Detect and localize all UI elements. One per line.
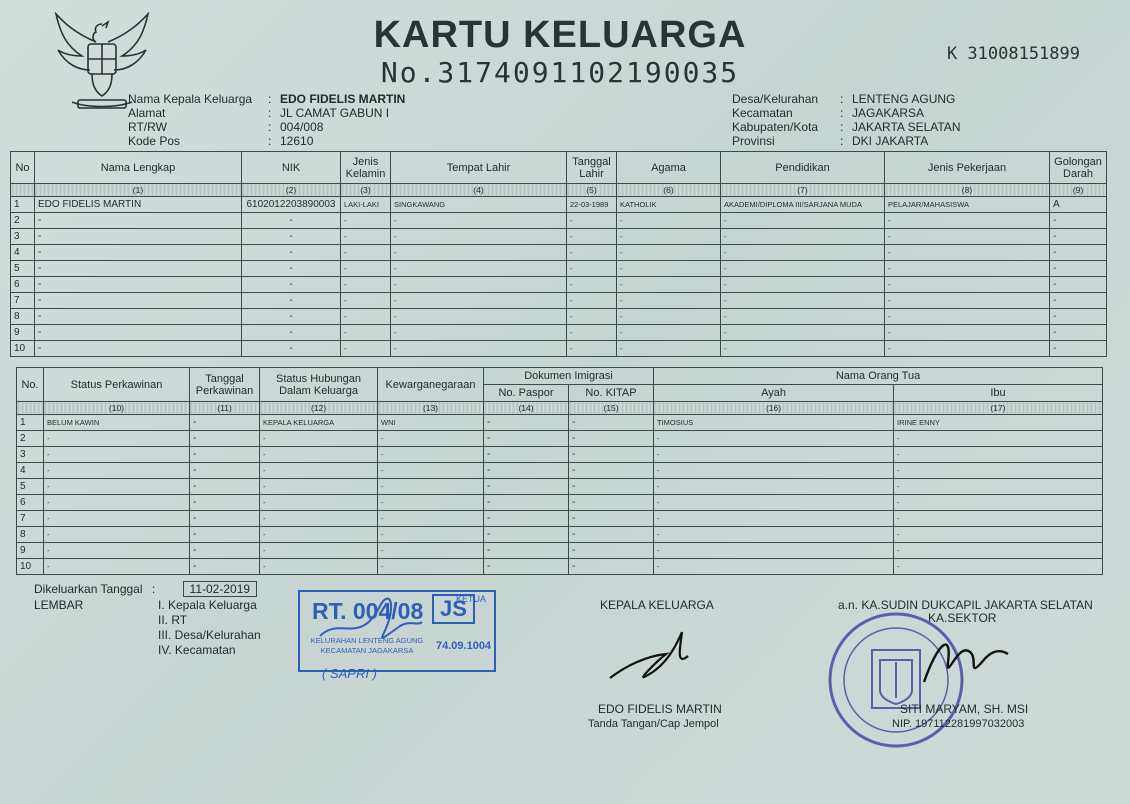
table-cell: - <box>242 213 341 229</box>
table-cell: - <box>378 527 484 543</box>
table-cell: - <box>654 479 894 495</box>
table-cell: - <box>44 495 190 511</box>
rt-stamp <box>298 590 496 672</box>
table-cell: - <box>1050 213 1107 229</box>
table-cell: 6 <box>11 277 35 293</box>
table-cell: 5 <box>11 261 35 277</box>
col-header: Dokumen Imigrasi <box>484 368 654 385</box>
table-cell: SINGKAWANG <box>391 197 567 213</box>
table-cell: - <box>484 559 569 575</box>
col-header: Status Hubungan Dalam Keluarga <box>260 368 378 402</box>
table-cell: - <box>721 277 885 293</box>
table-row <box>11 245 1107 261</box>
table-cell: - <box>721 309 885 325</box>
table-cell: - <box>617 293 721 309</box>
col-header: Tempat Lahir <box>391 152 567 184</box>
table-cell: - <box>567 341 617 357</box>
family-members-table <box>10 151 1107 357</box>
table-cell: WNI <box>378 415 484 431</box>
table-cell: 9 <box>17 543 44 559</box>
table-cell: - <box>654 543 894 559</box>
table-cell: 7 <box>11 293 35 309</box>
stamp-signer-name: ( SAPRI ) <box>322 666 377 681</box>
table-row <box>17 431 1103 447</box>
table-cell: - <box>35 261 242 277</box>
table-cell: - <box>617 309 721 325</box>
table-row <box>17 479 1103 495</box>
table-cell: - <box>341 229 391 245</box>
official-sub: KA.SEKTOR <box>928 611 997 625</box>
table-cell: - <box>260 511 378 527</box>
table-row <box>11 293 1107 309</box>
issued-label: Dikeluarkan Tanggal <box>34 582 143 596</box>
table-row <box>11 341 1107 357</box>
table-cell: - <box>391 213 567 229</box>
table-cell: TIMOSIUS <box>654 415 894 431</box>
table-cell: 10 <box>11 341 35 357</box>
table-cell: - <box>885 277 1050 293</box>
official-nip: NIP. 197112281997032003 <box>892 718 1025 730</box>
stamp-kelurahan: KELURAHAN LENTENG AGUNG KECAMATAN JAGAKARSA <box>310 636 424 655</box>
table-cell: - <box>260 559 378 575</box>
table-row <box>11 229 1107 245</box>
col-header: Ibu <box>894 385 1103 402</box>
table-cell: - <box>617 213 721 229</box>
table-cell: - <box>569 447 654 463</box>
col-header: Agama <box>617 152 721 184</box>
official-title: a.n. KA.SUDIN DUKCAPIL JAKARTA SELATAN <box>838 598 1093 612</box>
table-cell: - <box>242 229 341 245</box>
table-cell: - <box>242 325 341 341</box>
table-cell: 2 <box>11 213 35 229</box>
table-cell: - <box>35 309 242 325</box>
table-cell: - <box>378 479 484 495</box>
lembar-list <box>158 598 261 658</box>
table-cell: - <box>484 511 569 527</box>
table-cell: - <box>242 245 341 261</box>
table-cell: - <box>569 431 654 447</box>
table-cell: - <box>35 213 242 229</box>
table-cell: - <box>190 431 260 447</box>
table-cell: - <box>44 511 190 527</box>
info-row: Alamat : JL CAMAT GABUN I <box>128 106 390 120</box>
table-cell: - <box>654 495 894 511</box>
table-cell: - <box>35 325 242 341</box>
column-number-row: (10) (11) (12) (13) (14) (15) (16) (17) <box>17 402 1103 415</box>
kk-signature-icon <box>606 626 696 688</box>
lembar-label: LEMBAR <box>34 598 84 612</box>
table-cell: - <box>1050 277 1107 293</box>
table-cell: - <box>260 495 378 511</box>
table-cell: - <box>1050 245 1107 261</box>
table-cell: - <box>341 213 391 229</box>
table-cell: - <box>569 527 654 543</box>
table-row <box>17 511 1103 527</box>
table-row <box>11 277 1107 293</box>
table-cell: - <box>885 325 1050 341</box>
table-cell: - <box>567 293 617 309</box>
table-cell: - <box>44 527 190 543</box>
table-row <box>17 527 1103 543</box>
table-row <box>17 495 1103 511</box>
table-cell: - <box>569 463 654 479</box>
table-cell: - <box>190 463 260 479</box>
table-row <box>17 543 1103 559</box>
table-cell: EDO FIDELIS MARTIN <box>35 197 242 213</box>
col-header: Tanggal Perkawinan <box>190 368 260 402</box>
table-cell: - <box>391 245 567 261</box>
table-cell: - <box>721 325 885 341</box>
table-cell: - <box>721 341 885 357</box>
table-cell: - <box>44 543 190 559</box>
table-cell: - <box>190 479 260 495</box>
table-cell: - <box>885 293 1050 309</box>
table-cell: 22-03-1989 <box>567 197 617 213</box>
table-cell: - <box>1050 325 1107 341</box>
rt-signature-icon <box>310 586 430 666</box>
table-cell: 6102012203890003 <box>242 197 341 213</box>
table-cell: - <box>35 229 242 245</box>
table-cell: - <box>242 309 341 325</box>
col-header: Jenis Kelamin <box>341 152 391 184</box>
info-row: Desa/Kelurahan : LENTENG AGUNG <box>732 92 956 106</box>
table-cell: - <box>567 325 617 341</box>
table-cell: 2 <box>17 431 44 447</box>
info-row: Kabupaten/Kota : JAKARTA SELATAN <box>732 120 961 134</box>
table-cell: - <box>654 527 894 543</box>
table-cell: - <box>894 447 1103 463</box>
lembar-item: IV. Kecamatan <box>158 643 236 657</box>
table-cell: - <box>341 261 391 277</box>
table-cell: - <box>378 495 484 511</box>
table-cell: - <box>260 463 378 479</box>
table-cell: A <box>1050 197 1107 213</box>
table-cell: - <box>885 309 1050 325</box>
table-cell: - <box>341 245 391 261</box>
table-cell: - <box>484 527 569 543</box>
table-cell: - <box>341 293 391 309</box>
table-cell: 3 <box>17 447 44 463</box>
col-header: No. <box>17 368 44 402</box>
table-cell: PELAJAR/MAHASISWA <box>885 197 1050 213</box>
table-cell: - <box>617 341 721 357</box>
table-cell: - <box>1050 261 1107 277</box>
col-header: No <box>11 152 35 184</box>
table-header-row <box>11 152 1107 184</box>
header-info-left <box>128 92 405 148</box>
table-cell: LAKI-LAKI <box>341 197 391 213</box>
table-cell: - <box>894 463 1103 479</box>
table-header-row <box>17 368 1103 385</box>
table-cell: - <box>190 527 260 543</box>
table-cell: - <box>885 213 1050 229</box>
table-cell: - <box>885 261 1050 277</box>
table-cell: - <box>617 277 721 293</box>
table-cell: 5 <box>17 479 44 495</box>
table-cell: - <box>567 213 617 229</box>
issued-date: 11-02-2019 <box>183 581 258 597</box>
table-cell: - <box>378 447 484 463</box>
table-cell: - <box>654 431 894 447</box>
table-cell: - <box>721 229 885 245</box>
table-cell: - <box>44 559 190 575</box>
table-cell: 8 <box>17 527 44 543</box>
table-cell: - <box>242 293 341 309</box>
table-cell: - <box>341 309 391 325</box>
table-cell: IRINE ENNY <box>894 415 1103 431</box>
table-cell: - <box>260 431 378 447</box>
table-cell: - <box>654 447 894 463</box>
table-cell: BELUM KAWIN <box>44 415 190 431</box>
table-cell: - <box>617 245 721 261</box>
table-cell: - <box>617 261 721 277</box>
table-cell: - <box>378 463 484 479</box>
table-cell: - <box>190 415 260 431</box>
table-row <box>11 325 1107 341</box>
table-cell: - <box>341 341 391 357</box>
table-cell: KATHOLIK <box>617 197 721 213</box>
table-cell: - <box>617 229 721 245</box>
table-cell: - <box>569 415 654 431</box>
table-cell: - <box>260 527 378 543</box>
lembar-item: I. Kepala Keluarga <box>158 598 257 612</box>
table-cell: - <box>569 511 654 527</box>
table-cell: - <box>567 261 617 277</box>
table-cell: - <box>569 495 654 511</box>
table-cell: - <box>44 463 190 479</box>
table-cell: - <box>44 431 190 447</box>
table-cell: - <box>35 245 242 261</box>
table-cell: - <box>894 559 1103 575</box>
info-row: RT/RW : 004/008 <box>128 120 324 134</box>
table-cell: - <box>242 261 341 277</box>
table-cell: 6 <box>17 495 44 511</box>
table-cell: - <box>569 559 654 575</box>
table-cell: - <box>260 543 378 559</box>
col-header: Status Perkawinan <box>44 368 190 402</box>
table-row <box>17 559 1103 575</box>
lembar-item: III. Desa/Kelurahan <box>158 628 261 642</box>
official-signature-icon <box>918 622 1014 696</box>
table-cell: - <box>35 341 242 357</box>
table-cell: - <box>567 229 617 245</box>
col-header: Nama Lengkap <box>35 152 242 184</box>
table-cell: - <box>721 213 885 229</box>
table-cell: 1 <box>11 197 35 213</box>
info-row: Kode Pos : 12610 <box>128 134 314 148</box>
col-header: Tanggal Lahir <box>567 152 617 184</box>
table-cell: - <box>569 543 654 559</box>
table-row <box>11 261 1107 277</box>
table-cell: - <box>190 543 260 559</box>
table-cell: - <box>260 447 378 463</box>
table-row <box>17 447 1103 463</box>
table-cell: - <box>654 559 894 575</box>
table-cell: - <box>391 293 567 309</box>
table-cell: 3 <box>11 229 35 245</box>
table-cell: - <box>391 277 567 293</box>
table-cell: - <box>721 245 885 261</box>
col-header: No. Paspor <box>484 385 569 402</box>
table-cell: 4 <box>11 245 35 261</box>
table-cell: - <box>190 559 260 575</box>
col-header: Ayah <box>654 385 894 402</box>
table-cell: 4 <box>17 463 44 479</box>
table-cell: - <box>378 511 484 527</box>
table-cell: - <box>721 261 885 277</box>
col-header: No. KITAP <box>569 385 654 402</box>
table-cell: - <box>378 543 484 559</box>
table-cell: - <box>484 479 569 495</box>
table-cell: - <box>378 431 484 447</box>
col-header: Nama Orang Tua <box>654 368 1103 385</box>
info-row: Kecamatan : JAGAKARSA <box>732 106 925 120</box>
table-cell: - <box>894 511 1103 527</box>
table-cell: - <box>1050 293 1107 309</box>
table-row <box>11 197 1107 213</box>
table-cell: - <box>484 543 569 559</box>
table-cell: - <box>484 415 569 431</box>
table-cell: - <box>391 341 567 357</box>
table-cell: - <box>35 277 242 293</box>
table-cell: - <box>885 341 1050 357</box>
stamp-code: JS <box>432 594 475 624</box>
info-row: Provinsi : DKI JAKARTA <box>732 134 929 148</box>
stamp-rt-text: RT. 004/08 <box>312 598 424 624</box>
table-cell: - <box>341 277 391 293</box>
table-cell: - <box>567 277 617 293</box>
official-name: SITI MARYAM, SH. MSI <box>900 702 1029 716</box>
table-cell: - <box>484 447 569 463</box>
family-status-table <box>16 367 1103 575</box>
table-cell: - <box>391 325 567 341</box>
table-cell: - <box>35 293 242 309</box>
table-cell: 7 <box>17 511 44 527</box>
table-cell: - <box>484 463 569 479</box>
table-cell: - <box>567 245 617 261</box>
table-cell: - <box>190 495 260 511</box>
table-cell: - <box>654 511 894 527</box>
col-header: Pendidikan <box>721 152 885 184</box>
table-cell: - <box>190 511 260 527</box>
table-cell: - <box>894 431 1103 447</box>
table-cell: - <box>260 479 378 495</box>
table-cell: - <box>885 245 1050 261</box>
table-cell: - <box>242 277 341 293</box>
table-cell: - <box>341 325 391 341</box>
table-cell: - <box>391 309 567 325</box>
table-cell: - <box>894 495 1103 511</box>
table-cell: - <box>391 261 567 277</box>
table-cell: - <box>1050 341 1107 357</box>
table-cell: 1 <box>17 415 44 431</box>
col-header: Jenis Pekerjaan <box>885 152 1050 184</box>
table-cell: 10 <box>17 559 44 575</box>
table-cell: - <box>44 447 190 463</box>
table-row <box>17 415 1103 431</box>
table-row <box>17 463 1103 479</box>
issued-date-row: Dikeluarkan Tanggal : 11-02-2019 <box>34 582 257 597</box>
table-cell: - <box>654 463 894 479</box>
table-cell: - <box>894 543 1103 559</box>
table-cell: - <box>1050 229 1107 245</box>
document-title: KARTU KELUARGA <box>373 14 747 56</box>
table-cell: - <box>378 559 484 575</box>
table-cell: - <box>567 309 617 325</box>
kk-name: EDO FIDELIS MARTIN <box>598 702 722 716</box>
table-cell: - <box>894 527 1103 543</box>
serial-number: K 31008151899 <box>946 44 1080 64</box>
kk-title: KEPALA KELUARGA <box>600 598 714 612</box>
table-cell: - <box>1050 309 1107 325</box>
document-number: No.3174091102190035 <box>380 56 740 89</box>
header-info-right <box>732 92 960 148</box>
col-header: NIK <box>242 152 341 184</box>
table-cell: - <box>569 479 654 495</box>
table-cell: - <box>484 495 569 511</box>
table-cell: 8 <box>11 309 35 325</box>
stamp-ketua: KETUA <box>456 594 487 604</box>
kk-sub: Tanda Tangan/Cap Jempol <box>588 718 719 730</box>
table-cell: 9 <box>11 325 35 341</box>
col-header: Kewarganegaraan <box>378 368 484 402</box>
info-row: Nama Kepala Keluarga : EDO FIDELIS MARTIN <box>128 92 406 106</box>
column-number-row: (1) (2) (3) (4) (5) (6) (7) (8) (9) <box>11 184 1107 197</box>
table-cell: KEPALA KELUARGA <box>260 415 378 431</box>
table-cell: - <box>391 229 567 245</box>
table-cell: - <box>885 229 1050 245</box>
lembar-item: II. RT <box>158 613 188 627</box>
table-cell: - <box>894 479 1103 495</box>
table-cell: - <box>242 341 341 357</box>
table-cell: AKADEMI/DIPLOMA III/SARJANA MUDA <box>721 197 885 213</box>
col-header: Golongan Darah <box>1050 152 1107 184</box>
stamp-number: 74.09.1004 <box>436 640 492 652</box>
table-cell: - <box>617 325 721 341</box>
table-row <box>11 213 1107 229</box>
table-cell: - <box>190 447 260 463</box>
table-cell: - <box>484 431 569 447</box>
table-cell: - <box>721 293 885 309</box>
table-row <box>11 309 1107 325</box>
table-cell: - <box>44 479 190 495</box>
